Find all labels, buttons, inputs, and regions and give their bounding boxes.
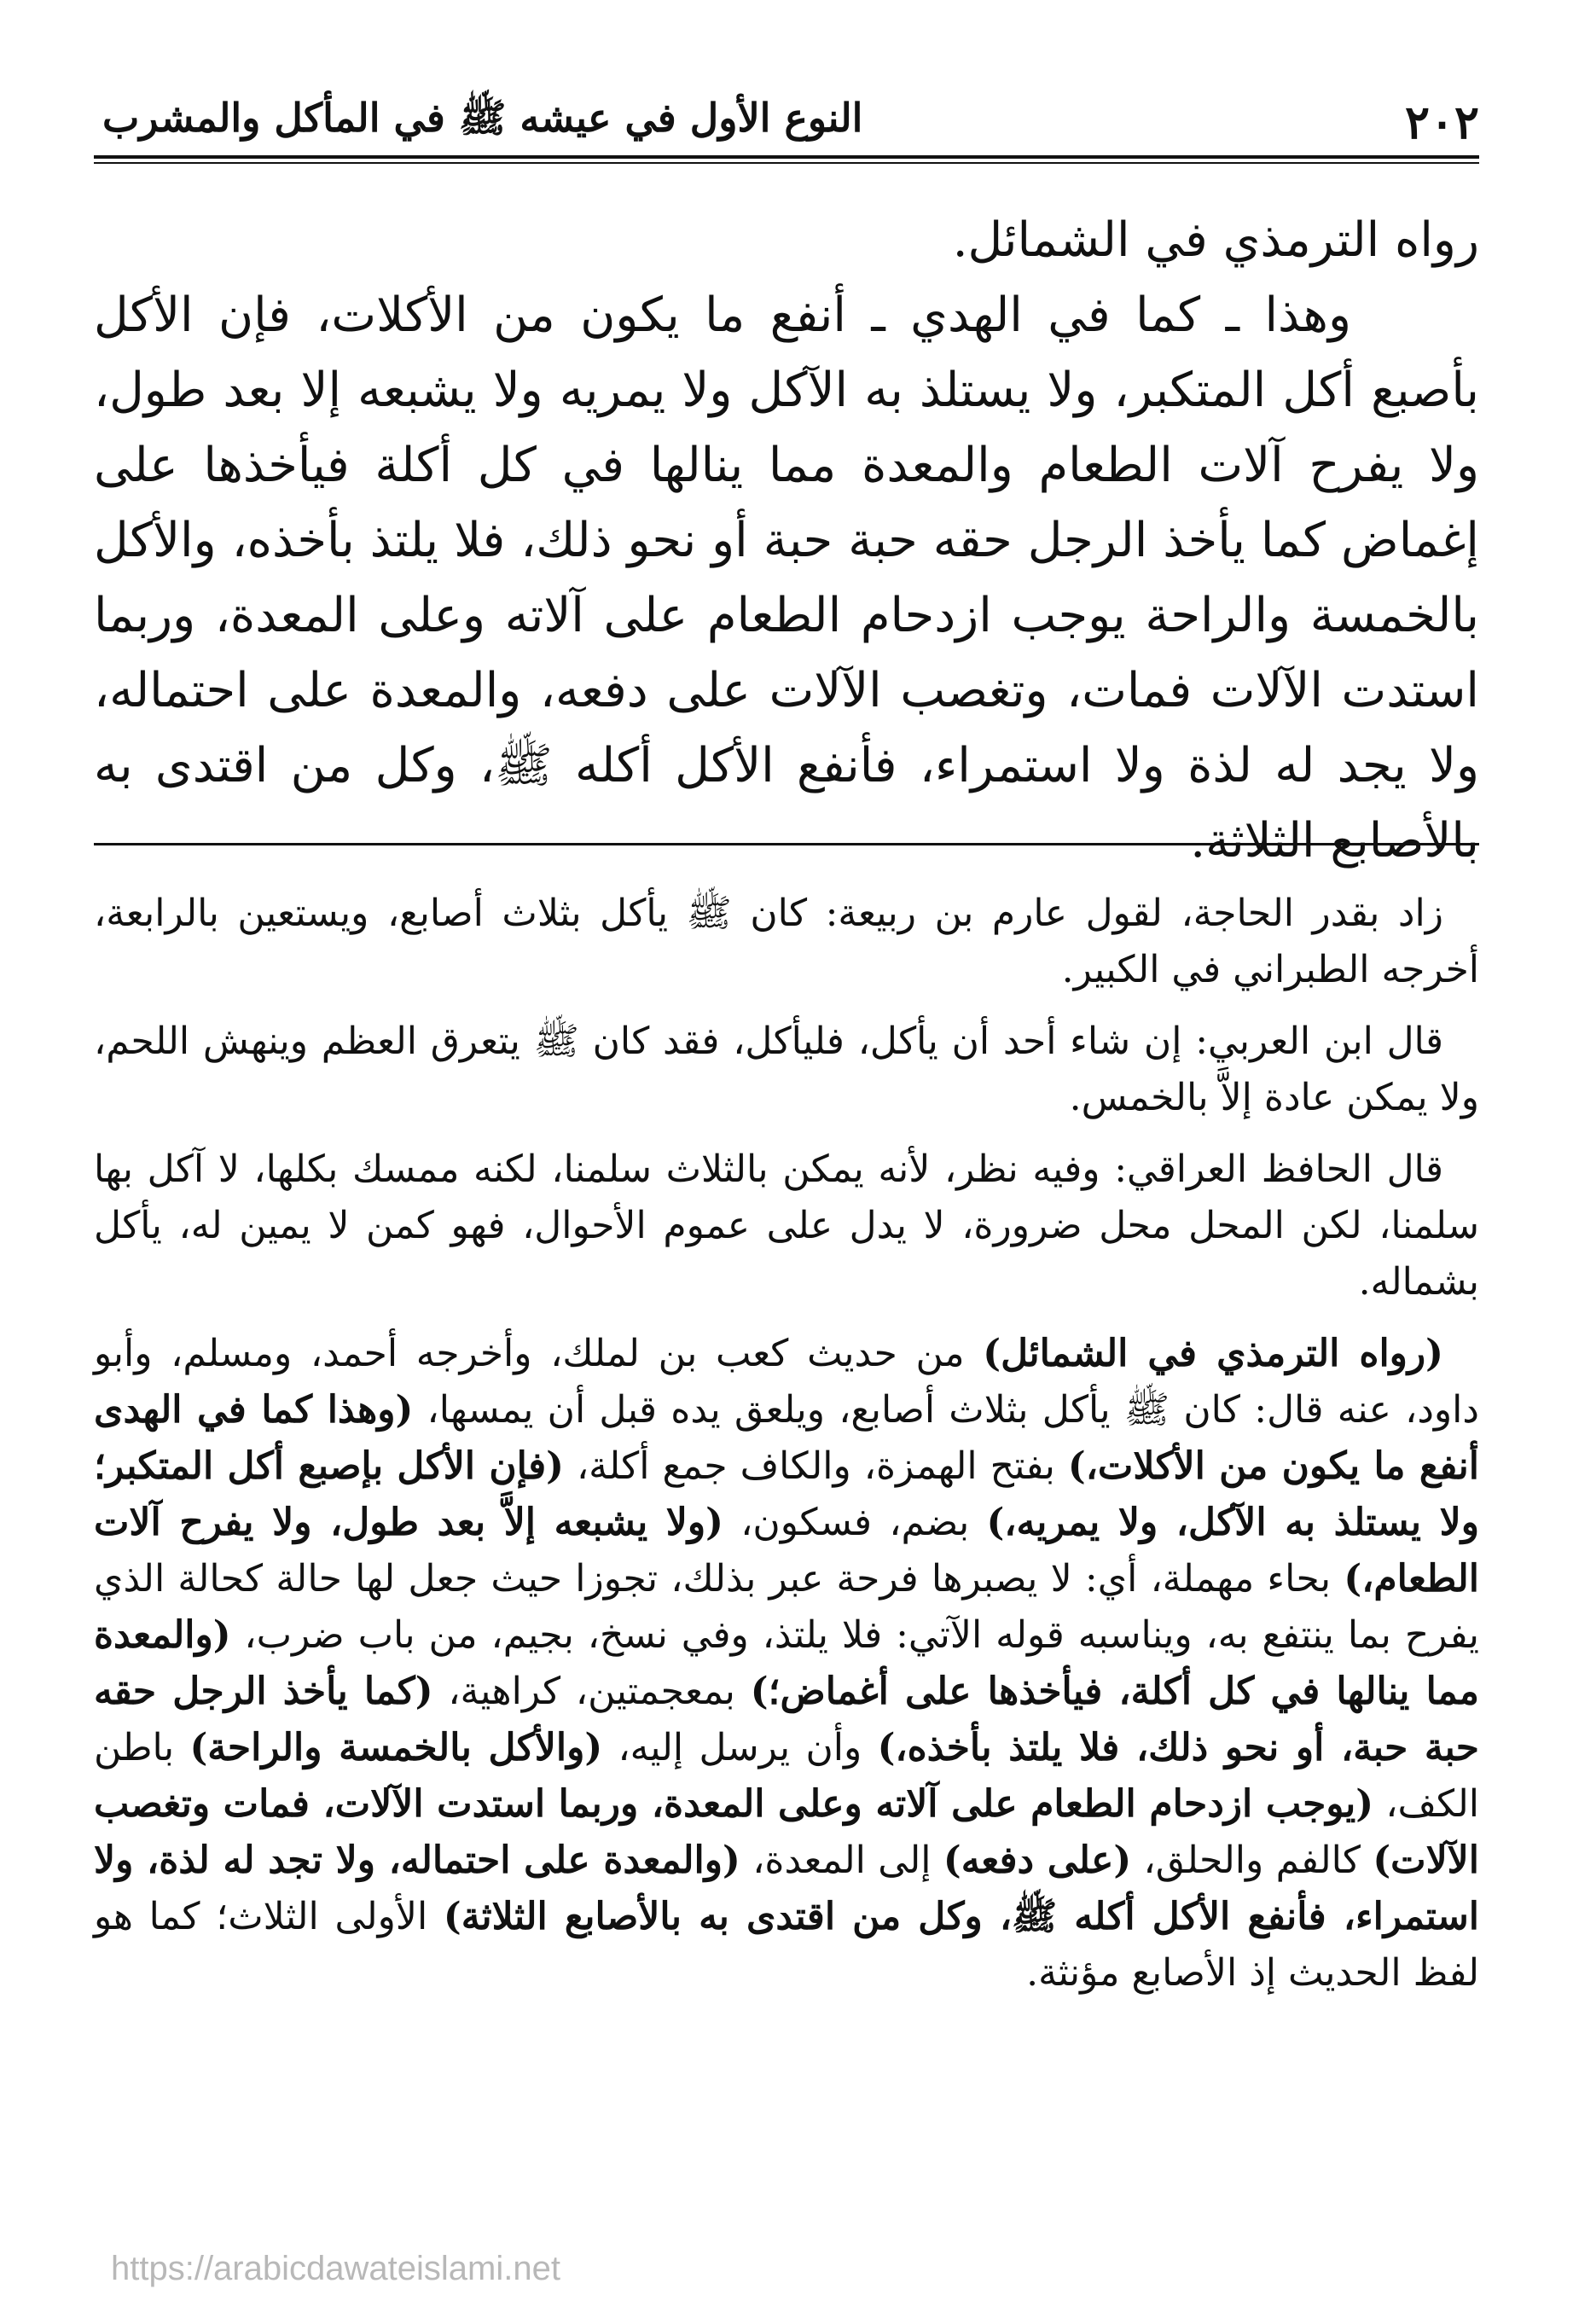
page-header xyxy=(94,92,1479,152)
quoted-text: (ولا يشبعه إلاَّ بعد طول، ولا يفرح آلات الطعام،) xyxy=(94,1501,1479,1601)
quoted-text: (والمعدة على احتماله، ولا تجد له لذة، ولا استمراء، فأنفع الأكل أكله ﷺ، وكل من اقتدى به بالأصابع الثلاثة) xyxy=(94,1839,1479,1938)
main-text xyxy=(94,203,1479,879)
quoted-text: (يوجب ازدحام الطعام على آلاته وعلى المعدة، وربما استدت الآلات، فمات وتغصب الآلات) xyxy=(94,1782,1479,1882)
gloss-text: بفتح الهمزة، والكاف جمع أكلة، xyxy=(563,1444,1068,1488)
commentary-paragraph-4 xyxy=(94,1326,1479,2002)
commentary-paragraph-2: قال ابن العربي: إن شاء أحد أن يأكل، فليأكل، فقد كان ﷺ يتعرق العظم وينهش اللحم، ولا يمكن عادة إلاَّ بالخمس. xyxy=(94,1020,1479,1119)
quoted-text: (على دفعه) xyxy=(943,1839,1132,1882)
watermark: https://arabicdawateislami.net xyxy=(111,2250,560,2287)
gloss-text: من حديث كعب بن لملك، وأخرجه أحمد، ومسلم، وأبو داود، عنه قال: كان ﷺ يأكل بثلاث أصابع، ويلعق يده قبل أن يمسها، xyxy=(94,1332,1479,1432)
quoted-text: (كما يأخذ الرجل حقه حبة حبة، أو نحو ذلك، فلا يلتذ بأخذه،) xyxy=(94,1670,1479,1769)
quoted-text: (والمعدة مما ينالها في كل أكلة، فيأخذها على أغماض؛) xyxy=(94,1613,1479,1713)
gloss-text: الأولى الثلاث؛ كما هو لفظ الحديث إذ الأصابع مؤنثة. xyxy=(94,1895,1479,1995)
running-title: النوع الأول في عيشه ﷺ في المأكل والمشرب xyxy=(102,94,863,141)
commentary-paragraph-3: قال الحافظ العراقي: وفيه نظر، لأنه يمكن بالثلاث سلمنا، لكنه ممسك بكلها، لا آكل بها سلمنا، لكن المحل محل ضرورة، لا يدل على عموم الأحوال، فهو كمن لا يمين له، يأكل بشماله. xyxy=(94,1147,1479,1304)
page-number: ٢٠٢ xyxy=(1404,95,1479,149)
gloss-text: إلى المعدة، xyxy=(740,1839,943,1882)
gloss-text: باطن الكف، xyxy=(94,1726,1479,1826)
gloss-text: وأن يرسل إليه، xyxy=(602,1726,878,1769)
main-paragraph-1: رواه الترمذي في الشمائل. xyxy=(952,212,1479,268)
gloss-text: بضم، فسكون، xyxy=(723,1501,987,1544)
quoted-text: (وهذا كما في الهدى أنفع ما يكون من الأكلات،) xyxy=(94,1388,1479,1488)
gloss-text: كالفم والحلق، xyxy=(1131,1839,1373,1882)
quoted-text: (والأكل بالخمسة والراحة) xyxy=(189,1726,603,1769)
footnote-separator xyxy=(94,843,1479,845)
gloss-text: بحاء مهملة، أي: لا يصبرها فرحة عبر بذلك، تجوزا حيث جعل لها حالة كحالة الذي يفرح بما ينتفع به، ويناسبه قوله الآتي: فلا يلتذ، وفي نسخ، بجيم، من باب ضرب، xyxy=(94,1557,1479,1657)
commentary xyxy=(94,886,1479,2017)
main-paragraph-2: وهذا ـ كما في الهدي ـ أنفع ما يكون من الأكلات، فإن الأكل بأصبع أكل المتكبر، ولا يستلذ به الآكل ولا يمريه ولا يشبعه إلا بعد طول، ولا يفرح آلات الطعام والمعدة مما ينالها في كل أكلة فيأخذها على إغماض كما يأخذ الرجل حقه حبة حبة أو نحو ذلك، فلا يلتذ بأخذه، والأكل بالخمسة والراحة يوجب ازدحام الطعام على آلاته وعلى المعدة، وربما استدت الآلات فمات، وتغصب الآلات على دفعه، والمعدة على احتماله، ولا يجد له لذة ولا استمراء، فأنفع الأكل أكله ﷺ، وكل من اقتدى به بالأصابع الثلاثة. xyxy=(94,288,1479,869)
page xyxy=(94,0,1479,2324)
gloss-text: بمعجمتين، كراهية، xyxy=(432,1670,751,1713)
quoted-text: (فإن الأكل بإصبع أكل المتكبر؛ ولا يستلذ به الآكل، ولا يمريه،) xyxy=(94,1444,1479,1544)
commentary-paragraph-1: زاد بقدر الحاجة، لقول عارم بن ربيعة: كان ﷺ يأكل بثلاث أصابع، ويستعين بالرابعة، أخرجه الطبراني في الكبير. xyxy=(94,892,1479,991)
quoted-text: (رواه الترمذي في الشمائل) xyxy=(983,1332,1443,1375)
header-rule xyxy=(94,155,1479,164)
